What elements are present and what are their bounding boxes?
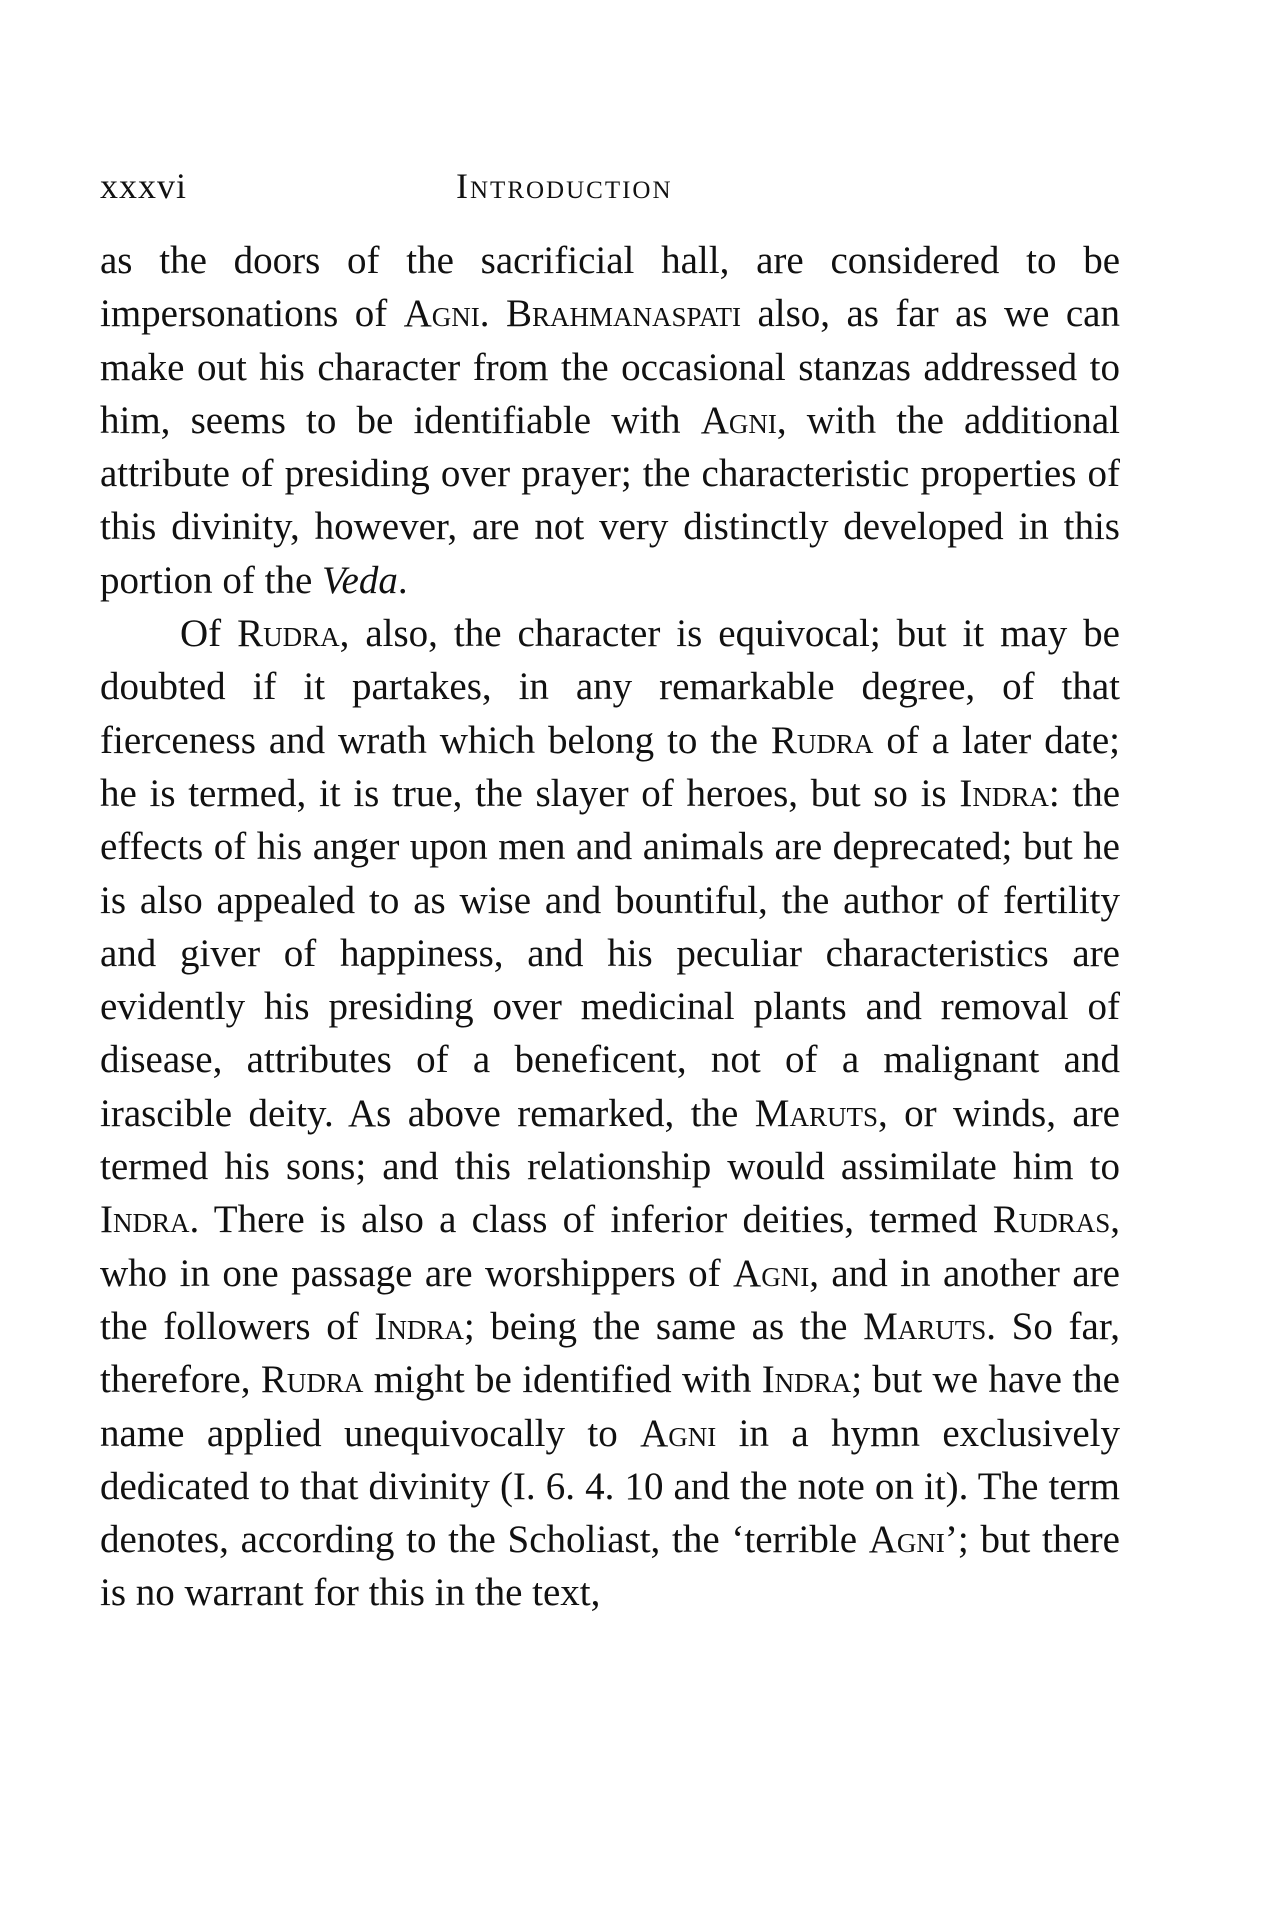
deity-name: Rudra (237, 612, 340, 656)
italic-term: Veda (322, 558, 398, 602)
deity-name: Rudras (992, 1198, 1111, 1242)
body-text (100, 234, 1120, 1620)
deity-name: Maruts (754, 1091, 878, 1135)
deity-name: Agni (640, 1411, 717, 1455)
text-run: , also, the character is equivocal; but it may be doubted if it partakes, in any remarkable degree, of that fierceness and wrath which belong to the (100, 612, 1120, 762)
deity-name: Agni (700, 398, 777, 442)
deity-name: Rudra (770, 718, 874, 762)
text-run: of a later date; he is termed, it is true, the slayer of heroes, but so is (100, 718, 1120, 815)
text-run: . There is also a class of inferior deities, termed (189, 1198, 993, 1242)
text-run: , or winds, are termed his sons; and this relationship would assimilate him to (100, 1091, 1120, 1189)
text-run: , with the additional attribute of presiding over prayer; the characteristic properties of this divinity, however, are not very distinctly developed in this portion of the (100, 398, 1120, 602)
page-header (100, 165, 1120, 215)
text-run: as the doors of the sacrificial hall, are considered to be impersonations of (100, 239, 1120, 336)
text-run: , who in one passage are worshippers of (100, 1198, 1120, 1295)
deity-name: Indra (761, 1358, 852, 1402)
text-run: , and in another are the followers of (100, 1251, 1120, 1348)
text-run: . (479, 292, 506, 336)
deity-name: Indra (374, 1304, 464, 1348)
text-run: Of (180, 612, 238, 656)
page-number: xxxvi (100, 166, 188, 206)
deity-name: Agni (403, 292, 480, 336)
text-run: also, as far as we can make out his character from the occasional stanzas addressed to him, seems to be identifiable with (100, 292, 1120, 442)
running-head: Introduction (456, 166, 673, 206)
text-run: in a hymn exclusively dedicated to that divinity (I. 6. 4. 10 and the note on it). The term denotes, according to the Scholiast, the ‘terrible (100, 1411, 1120, 1562)
text-run: ; being the same as the (463, 1304, 864, 1348)
deity-name: Indra (959, 771, 1049, 815)
text-run: : the effects of his anger upon men and animals are deprecated; but he is also appealed to as wise and bountiful, the author of fertility and giver of happiness, and his peculiar characteristics are evidently his presiding over medicinal plants and removal of disease, attributes of a beneficent, not of a malignant and irascible deity. As above remarked, the (100, 771, 1121, 1135)
deity-name: Brahmanaspati (505, 292, 742, 336)
deity-name: Maruts (863, 1304, 987, 1348)
text-run: might be identified with (363, 1358, 762, 1402)
text-run: . So far, therefore, (100, 1304, 1120, 1402)
text-run: ; but we have the name applied unequivocally to (100, 1358, 1120, 1455)
text-run: . (397, 558, 408, 602)
deity-name: Agni (868, 1518, 945, 1562)
deity-name: Rudra (260, 1358, 364, 1402)
paragraph (100, 607, 1120, 1620)
deity-name: Agni (733, 1251, 810, 1295)
deity-name: Indra (100, 1198, 190, 1242)
text-run: ’; but there is no warrant for this in the text, (100, 1518, 1120, 1615)
paragraph (100, 234, 1120, 607)
